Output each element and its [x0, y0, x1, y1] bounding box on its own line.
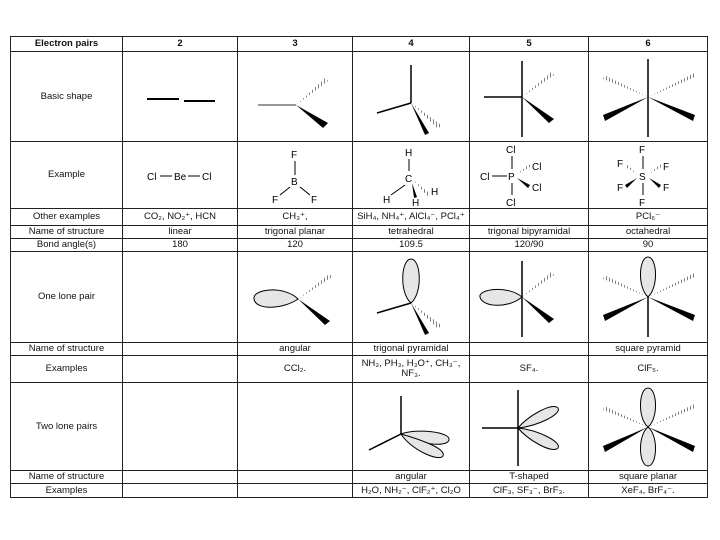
two-lone-pairs-name-4: angular [353, 471, 470, 484]
becl2-center-atom: Be [174, 172, 187, 183]
header-count-3: 3 [238, 37, 353, 52]
two-lone-pairs-examples-6: XeF₄, BrF₄⁻. [589, 484, 708, 498]
example-ch4 [353, 142, 470, 209]
bond-angle-5: 120/90 [470, 239, 589, 252]
pcl5-top-atom: Cl [506, 145, 516, 156]
one-lone-pair-name-6: square pyramid [589, 343, 708, 356]
example-pcl5 [470, 142, 589, 209]
two-lone-pairs-3 [238, 383, 353, 471]
other-examples-4: SiH₄, NH₄⁺, AlCl₄⁻, PCl₄⁺ [353, 209, 470, 226]
trigonal-planar-shape-drawing [240, 53, 350, 141]
header-row [11, 37, 708, 52]
other-examples-row [11, 209, 708, 226]
trigonal-bipyramidal-shape-drawing [472, 53, 586, 141]
ch4-center-atom: C [405, 174, 413, 185]
one-lone-pair-name-row [11, 343, 708, 356]
angular-two-lone-pairs-drawing [355, 384, 467, 470]
example-row [11, 142, 708, 209]
one-lone-pair-row [11, 252, 708, 343]
trigonal-pyramidal-drawing [355, 253, 467, 341]
two-lone-pairs-name-3 [238, 471, 353, 484]
shape-trigonal-planar [238, 52, 353, 142]
bond-angle-4: 109.5 [353, 239, 470, 252]
structure-name-4: tetrahedral [353, 226, 470, 239]
one-lone-pair-2 [123, 252, 238, 343]
two-lone-pairs-label: Two lone pairs [11, 383, 123, 471]
bond-angle-3: 120 [238, 239, 353, 252]
sf6-structure [591, 143, 705, 207]
t-shaped-drawing [472, 384, 586, 470]
two-lone-pairs-name-row [11, 471, 708, 484]
becl2-structure [125, 143, 235, 207]
pcl5-structure [472, 143, 586, 207]
structure-name-2: linear [123, 226, 238, 239]
structure-name-6: octahedral [589, 226, 708, 239]
sf6-upper-right-atom: F [663, 162, 670, 173]
one-lone-pair-examples-2 [123, 356, 238, 383]
other-examples-2: CO₂, NO₂⁺, HCN [123, 209, 238, 226]
two-lone-pairs-name-6: square planar [589, 471, 708, 484]
one-lone-pair-name-4: trigonal pyramidal [353, 343, 470, 356]
header-count-2: 2 [123, 37, 238, 52]
linear-shape-drawing [125, 53, 235, 141]
one-lone-pair-3 [238, 252, 353, 343]
one-lone-pair-name-5 [470, 343, 589, 356]
sf6-bottom-atom: F [639, 198, 646, 207]
two-lone-pairs-name-label: Name of structure [11, 471, 123, 484]
shape-tetrahedral [353, 52, 470, 142]
shape-linear [123, 52, 238, 142]
two-lone-pairs-4 [353, 383, 470, 471]
two-lone-pairs-6 [589, 383, 708, 471]
other-examples-5 [470, 209, 589, 226]
pcl5-bottom-atom: Cl [506, 198, 516, 207]
one-lone-pair-examples-5: SF₄. [470, 356, 589, 383]
two-lone-pairs-name-2 [123, 471, 238, 484]
bf3-right-atom: F [311, 195, 318, 206]
two-lone-pairs-name-5: T-shaped [470, 471, 589, 484]
sf6-top-atom: F [639, 145, 646, 156]
ch4-structure [355, 143, 467, 207]
one-lone-pair-4 [353, 252, 470, 343]
two-lone-pairs-examples-2 [123, 484, 238, 498]
header-count-4: 4 [353, 37, 470, 52]
square-planar-drawing [591, 384, 705, 470]
header-label: Electron pairs [11, 37, 123, 52]
basic-shape-label: Basic shape [11, 52, 123, 142]
lone-pair-lobe-1 [518, 406, 558, 427]
structure-name-3: trigonal planar [238, 226, 353, 239]
sf6-lower-right-atom: F [663, 183, 670, 194]
pcl5-upper-right-atom: Cl [532, 162, 542, 173]
ch4-mid-atom: H [412, 198, 420, 207]
example-label: Example [11, 142, 123, 209]
one-lone-pair-examples-label: Examples [11, 356, 123, 383]
lone-pair-lobe [403, 259, 420, 303]
pcl5-center-atom: P [508, 172, 515, 183]
lone-pair-lobe [480, 289, 522, 305]
other-examples-3: CH₃⁺, [238, 209, 353, 226]
shape-trigonal-bipyramidal [470, 52, 589, 142]
becl2-right-atom: Cl [202, 172, 212, 183]
bond-angle-label: Bond angle(s) [11, 239, 123, 252]
becl2-left-atom: Cl [147, 172, 157, 183]
two-lone-pairs-examples-row [11, 484, 708, 498]
shape-octahedral [589, 52, 708, 142]
ch4-right-atom: H [431, 187, 439, 198]
one-lone-pair-examples-6: ClF₅. [589, 356, 708, 383]
bf3-top-atom: F [291, 150, 298, 161]
tetrahedral-shape-drawing [355, 53, 467, 141]
sf6-left-atom: F [617, 159, 624, 170]
header-count-6: 6 [589, 37, 708, 52]
bond-angle-6: 90 [589, 239, 708, 252]
two-lone-pairs-examples-label: Examples [11, 484, 123, 498]
bf3-center-atom: B [291, 177, 298, 188]
bf3-left-atom: F [272, 195, 279, 206]
two-lone-pairs-examples-3 [238, 484, 353, 498]
one-lone-pair-5 [470, 252, 589, 343]
one-lone-pair-label: One lone pair [11, 252, 123, 343]
lone-pair-lobe-bottom [640, 427, 655, 466]
one-lone-pair-examples-4: NH₃, PH₃, H₃O⁺, CH₃⁻, NF₃. [353, 356, 470, 383]
lone-pair-lobe-2 [518, 428, 558, 449]
square-pyramid-drawing [591, 253, 705, 341]
two-lone-pairs-examples-4: H₂O, NH₂⁻, ClF₂⁺, Cl₂O [353, 484, 470, 498]
one-lone-pair-examples-3: CCl₂. [238, 356, 353, 383]
octahedral-shape-drawing [591, 53, 705, 141]
ch4-left-atom: H [383, 195, 391, 206]
lone-pair-lobe [254, 290, 298, 307]
example-becl2 [123, 142, 238, 209]
two-lone-pairs-row [11, 383, 708, 471]
one-lone-pair-6 [589, 252, 708, 343]
one-lone-pair-name-2 [123, 343, 238, 356]
sf6-center-atom: S [639, 172, 646, 183]
angular-one-lone-pair-drawing [240, 253, 350, 341]
seesaw-drawing [472, 253, 586, 341]
two-lone-pairs-examples-5: ClF₃, SF₃⁻, BrF₃. [470, 484, 589, 498]
ch4-top-atom: H [405, 148, 413, 159]
lone-pair-lobe-top [640, 388, 655, 427]
one-lone-pair-name-label: Name of structure [11, 343, 123, 356]
lone-pair-lobe [640, 257, 655, 297]
bond-angle-row [11, 239, 708, 252]
two-lone-pairs-2 [123, 383, 238, 471]
bf3-structure [240, 143, 350, 207]
pcl5-left-atom: Cl [480, 172, 490, 183]
one-lone-pair-examples-row [11, 356, 708, 383]
header-count-5: 5 [470, 37, 589, 52]
one-lone-pair-name-3: angular [238, 343, 353, 356]
pcl5-lower-right-atom: Cl [532, 183, 542, 194]
sf6-lower-left-atom: F [617, 183, 624, 194]
basic-shape-row [11, 52, 708, 142]
example-bf3 [238, 142, 353, 209]
two-lone-pairs-5 [470, 383, 589, 471]
structure-name-row [11, 226, 708, 239]
vsepr-table [10, 36, 708, 498]
structure-name-label: Name of structure [11, 226, 123, 239]
example-sf6 [589, 142, 708, 209]
structure-name-5: trigonal bipyramidal [470, 226, 589, 239]
other-examples-label: Other examples [11, 209, 123, 226]
other-examples-6: PCl₆⁻ [589, 209, 708, 226]
bond-angle-2: 180 [123, 239, 238, 252]
